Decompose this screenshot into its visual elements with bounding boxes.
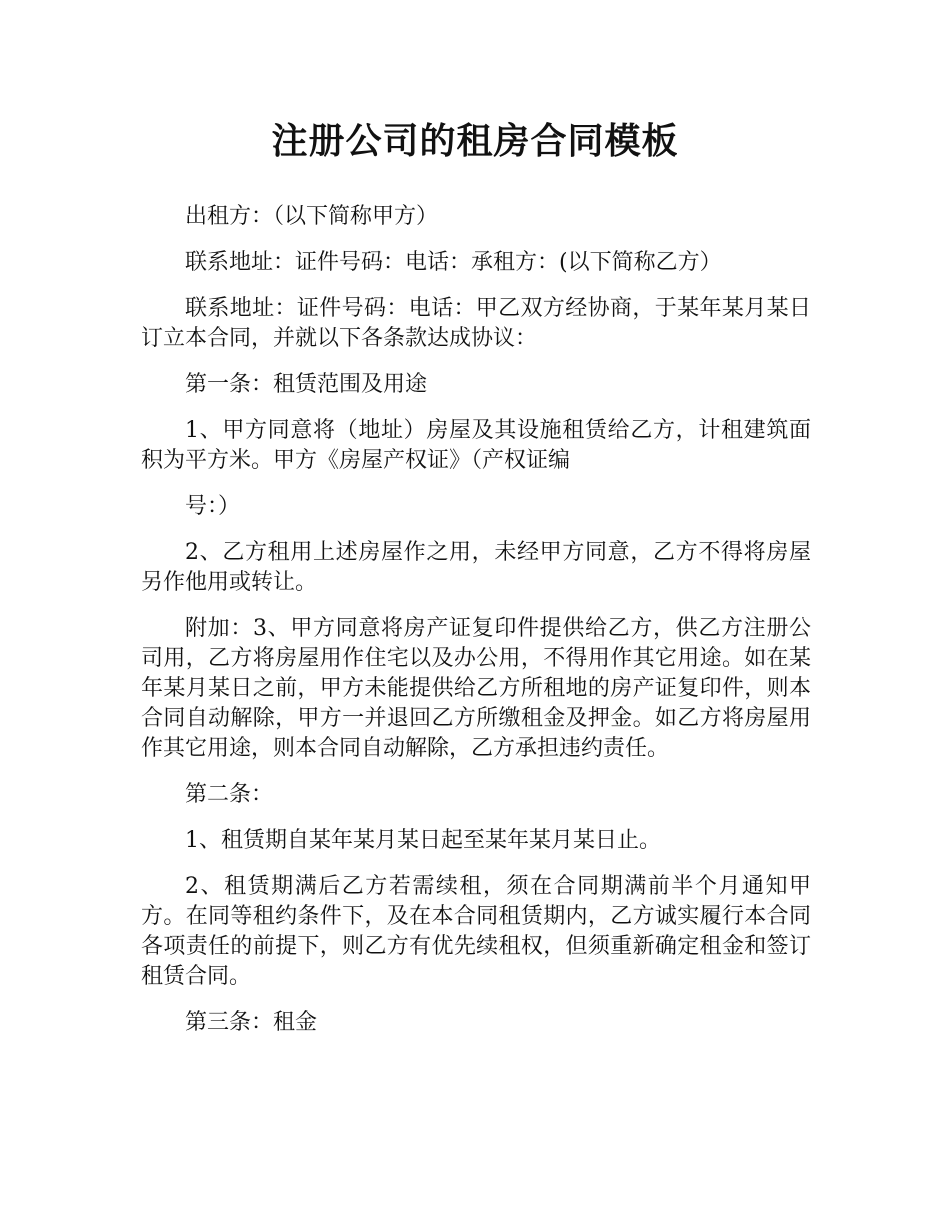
article-1-clause-1-number: 号：）	[185, 494, 241, 519]
article-2-heading: 第二条：	[185, 782, 274, 807]
paragraph-lessor: 出租方：（以下简称甲方）	[185, 204, 439, 229]
paragraph-agreement-intro: 联系地址：证件号码：电话：甲乙双方经协商，于某年某月某日订立本合同，并就以下各条款达成协议：	[141, 296, 811, 351]
article-2-clause-2: 2、租赁期满后乙方若需续租，须在合同期满前半个月通知甲方。在同等租约条件下，及在本合同租赁期内，乙方诚实履行本合同各项责任的前提下，则乙方有优先续租权，但须重新确定租金和签订租赁合同。	[141, 874, 811, 989]
paragraph-contact-lessee: 联系地址：证件号码：电话：承租方：(以下简称乙方）	[185, 250, 722, 275]
article-1-heading: 第一条：租赁范围及用途	[185, 372, 428, 397]
article-1-clause-2: 2、乙方租用上述房屋作之用，未经甲方同意，乙方不得将房屋另作他用或转让。	[141, 540, 811, 595]
article-3-heading: 第三条：租金	[185, 1010, 318, 1035]
article-1-appendix-clause-3: 附加：3、甲方同意将房产证复印件提供给乙方，供乙方注册公司用，乙方将房屋用作住宅以及办公用，不得用作其它用途。如在某年某月某日之前，甲方未能提供给乙方所租地的房产证复印件，则本合同自动解除，甲方一并退回乙方所缴租金及押金。如乙方将房屋用作其它用途，则本合同自动解除，乙方承担违约责任。	[141, 616, 811, 761]
document-title: 注册公司的租房合同模板	[271, 121, 679, 162]
article-2-clause-1: 1、租赁期自某年某月某日起至某年某月某日止。	[185, 828, 661, 853]
document-body	[141, 202, 811, 1054]
article-1-clause-1: 1、甲方同意将（地址）房屋及其设施租赁给乙方，计租建筑面积为平方米。甲方《房屋产权证》（产权证编	[141, 418, 811, 473]
